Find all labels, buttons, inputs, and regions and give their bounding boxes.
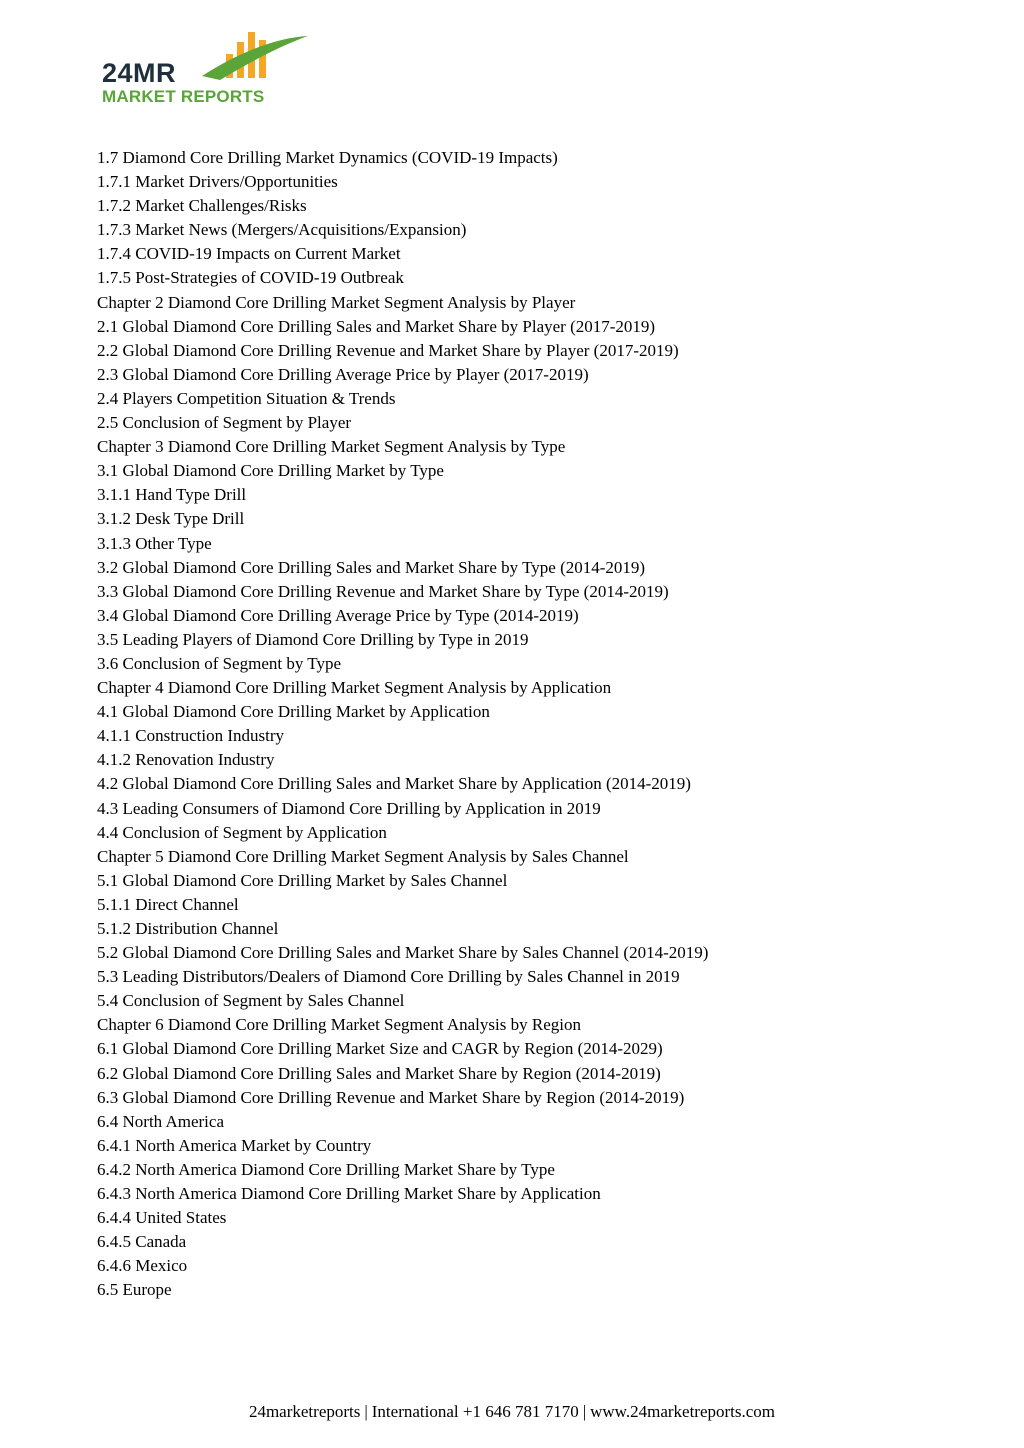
toc-item: 6.5 Europe (97, 1280, 172, 1300)
toc-item: 4.1.2 Renovation Industry (97, 750, 275, 770)
toc-item: 3.5 Leading Players of Diamond Core Drilling by Type in 2019 (97, 629, 529, 649)
toc-item: 2.4 Players Competition Situation & Trends (97, 388, 396, 408)
toc-item: 3.1.3 Other Type (97, 533, 212, 553)
toc-item: 2.5 Conclusion of Segment by Player (97, 413, 352, 433)
logo-bars-swoosh-icon (200, 28, 310, 88)
toc-item: 5.1 Global Diamond Core Drilling Market by Sales Channel (97, 870, 508, 890)
toc-item: 3.6 Conclusion of Segment by Type (97, 653, 342, 673)
toc-item: 1.7.3 Market News (Mergers/Acquisitions/Expansion) (97, 220, 467, 240)
toc-item: 5.2 Global Diamond Core Drilling Sales and Market Share by Sales Channel (2014-2019) (97, 943, 709, 963)
toc-item: 6.3 Global Diamond Core Drilling Revenue and Market Share by Region (2014-2019) (97, 1087, 685, 1107)
toc-item: Chapter 5 Diamond Core Drilling Market Segment Analysis by Sales Channel (97, 846, 629, 866)
toc-item: 3.1 Global Diamond Core Drilling Market by Type (97, 461, 444, 481)
toc-item: 5.4 Conclusion of Segment by Sales Channel (97, 991, 405, 1011)
footer-phone: International +1 646 781 7170 (371, 1402, 579, 1421)
toc-item: 6.4 North America (97, 1111, 224, 1131)
toc-item: 6.4.1 North America Market by Country (97, 1135, 372, 1155)
toc-item: 4.3 Leading Consumers of Diamond Core Drilling by Application in 2019 (97, 798, 601, 818)
footer-separator: | (582, 1402, 587, 1421)
toc-item: 1.7.5 Post-Strategies of COVID-19 Outbreak (97, 268, 404, 288)
footer-separator: | (364, 1402, 368, 1421)
toc-item: 4.2 Global Diamond Core Drilling Sales and Market Share by Application (2014-2019) (97, 774, 691, 794)
toc-item: 1.7.2 Market Challenges/Risks (97, 196, 307, 216)
toc-item: 6.4.4 United States (97, 1208, 227, 1228)
toc-item: 5.3 Leading Distributors/Dealers of Diamond Core Drilling by Sales Channel in 2019 (97, 967, 680, 987)
toc-item: Chapter 2 Diamond Core Drilling Market Segment Analysis by Player (97, 292, 576, 312)
toc-item: 6.4.3 North America Diamond Core Drilling Market Share by Application (97, 1184, 601, 1204)
toc-item: 3.1.2 Desk Type Drill (97, 509, 245, 529)
page-footer (0, 1400, 1024, 1424)
toc-item: 1.7.1 Market Drivers/Opportunities (97, 172, 338, 192)
toc-item: 3.4 Global Diamond Core Drilling Average Price by Type (2014-2019) (97, 605, 579, 625)
toc-item: 2.2 Global Diamond Core Drilling Revenue and Market Share by Player (2017-2019) (97, 340, 679, 360)
toc-item: 3.1.1 Hand Type Drill (97, 485, 247, 505)
toc-item: 6.4.6 Mexico (97, 1256, 188, 1276)
toc-item: 4.4 Conclusion of Segment by Application (97, 822, 387, 842)
toc-item: 5.1.1 Direct Channel (97, 894, 239, 914)
toc-item: 6.1 Global Diamond Core Drilling Market Size and CAGR by Region (2014-2029) (97, 1039, 663, 1059)
toc-item: 1.7.4 COVID-19 Impacts on Current Market (97, 244, 401, 264)
toc-item: 2.3 Global Diamond Core Drilling Average Price by Player (2017-2019) (97, 364, 589, 384)
toc-item: Chapter 6 Diamond Core Drilling Market Segment Analysis by Region (97, 1015, 581, 1035)
toc-item: 4.1 Global Diamond Core Drilling Market by Application (97, 702, 490, 722)
company-logo (100, 28, 310, 108)
logo-text-24mr: 24MR (102, 58, 177, 88)
footer-website[interactable]: www.24marketreports.com (590, 1402, 776, 1421)
toc-item: Chapter 4 Diamond Core Drilling Market Segment Analysis by Application (97, 678, 612, 698)
toc-item: 6.4.5 Canada (97, 1232, 187, 1252)
toc-item: 3.3 Global Diamond Core Drilling Revenue and Market Share by Type (2014-2019) (97, 581, 669, 601)
toc-item: 6.2 Global Diamond Core Drilling Sales and Market Share by Region (2014-2019) (97, 1063, 661, 1083)
logo-text-market-reports: MARKET REPORTS (102, 87, 265, 106)
toc-item: 1.7 Diamond Core Drilling Market Dynamics (COVID-19 Impacts) (97, 148, 558, 167)
footer-company: 24marketreports (248, 1402, 361, 1421)
table-of-contents (97, 146, 708, 1303)
toc-item: 2.1 Global Diamond Core Drilling Sales and Market Share by Player (2017-2019) (97, 316, 656, 336)
toc-item: 3.2 Global Diamond Core Drilling Sales and Market Share by Type (2014-2019) (97, 557, 646, 577)
toc-item: Chapter 3 Diamond Core Drilling Market Segment Analysis by Type (97, 437, 566, 457)
toc-item: 5.1.2 Distribution Channel (97, 919, 279, 938)
toc-item: 6.4.2 North America Diamond Core Drilling Market Share by Type (97, 1159, 555, 1179)
toc-item: 4.1.1 Construction Industry (97, 726, 284, 746)
